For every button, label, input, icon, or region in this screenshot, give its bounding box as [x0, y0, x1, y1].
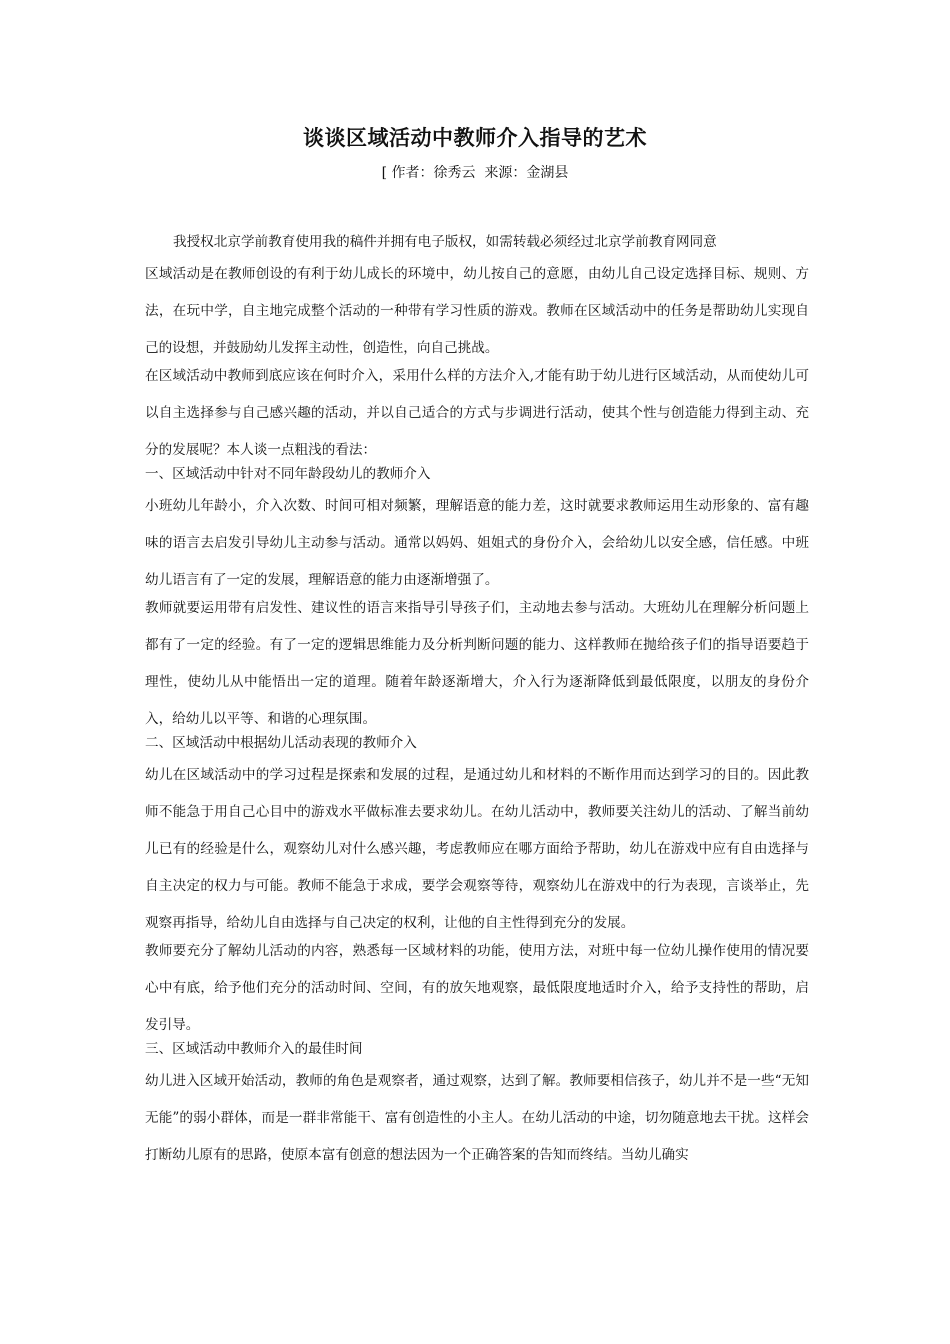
copyright-notice: 我授权北京学前教育使用我的稿件并拥有电子版权，如需转载必须经过北京学前教育网同意: [173, 234, 717, 250]
section-heading: 三、区域活动中教师介入的最佳时间: [145, 1041, 363, 1057]
section-heading: 一、区域活动中针对不同年龄段幼儿的教师介入: [145, 466, 431, 482]
paragraph: 教师就要运用带有启发性、建议性的语言来指导引导孩子们，主动地去参与活动。大班幼儿在理解分析问题上都有了一定的经验。有了一定的逻辑思维能力及分析判断问题的能力、这样教师在抛给孩子们的指导语要趋于理性，使幼儿从中能悟出一定的道理。随着年龄逐渐增大，介入行为逐渐降低到最低限度，以朋友的身份介入，给幼儿以平等、和谐的心理氛围。: [145, 600, 809, 727]
paragraph: 幼儿在区域活动中的学习过程是探索和发展的过程，是通过幼儿和材料的不断作用而达到学习的目的。因此教师不能急于用自己心目中的游戏水平做标准去要求幼儿。在幼儿活动中，教师要关注幼儿的活动、了解当前幼儿已有的经验是什么，观察幼儿对什么感兴趣，考虑教师应在哪方面给予帮助，幼儿在游戏中应有自由选择与自主决定的权力与可能。教师不能急于求成，要学会观察等待，观察幼儿在游戏中的行为表现，言谈举止，先观察再指导，给幼儿自由选择与自己决定的权利，让他的自主性得到充分的发展。: [145, 767, 809, 931]
paragraph: 教师要充分了解幼儿活动的内容，熟悉每一区域材料的功能，使用方法，对班中每一位幼儿操作使用的情况要心中有底，给予他们充分的活动时间、空间，有的放矢地观察，最低限度地适时介入，给予支持性的帮助，启发引导。: [145, 943, 809, 1033]
document-title: 谈谈区域活动中教师介入指导的艺术: [303, 126, 647, 150]
paragraph: 小班幼儿年龄小，介入次数、时间可相对频繁，理解语意的能力差，这时就要求教师运用生动形象的、富有趣味的语言去启发引导幼儿主动参与活动。通常以妈妈、姐姐式的身份介入，会给幼儿以安全感，信任感。中班幼儿语言有了一定的发展，理解语意的能力由逐渐增强了。: [145, 498, 809, 588]
paragraph: 在区域活动中教师到底应该在何时介入，采用什么样的方法介入,才能有助于幼儿进行区域活动，从而使幼儿可以自主选择参与自己感兴趣的活动，并以自己适合的方式与步调进行活动，使其个性与创造能力得到主动、充分的发展呢？本人谈一点粗浅的看法：: [145, 368, 809, 458]
author-byline: [ 作者：徐秀云 来源：金湖县: [381, 165, 569, 181]
paragraph: 幼儿进入区域开始活动，教师的角色是观察者，通过观察，达到了解。教师要相信孩子，幼儿并不是一些“无知无能”的弱小群体，而是一群非常能干、富有创造性的小主人。在幼儿活动的中途，切勿随意地去干扰。这样会打断幼儿原有的思路，使原本富有创意的想法因为一个正确答案的告知而终结。当幼儿确实: [145, 1073, 809, 1163]
article-body: [145, 228, 809, 1174]
section-heading: 二、区域活动中根据幼儿活动表现的教师介入: [145, 735, 417, 751]
paragraph: 区域活动是在教师创设的有利于幼儿成长的环境中，幼儿按自己的意愿，由幼儿自己设定选择目标、规则、方法，在玩中学，自主地完成整个活动的一种带有学习性质的游戏。教师在区域活动中的任务是帮助幼儿实现自己的设想，并鼓励幼儿发挥主动性，创造性，向自己挑战。: [145, 266, 809, 356]
